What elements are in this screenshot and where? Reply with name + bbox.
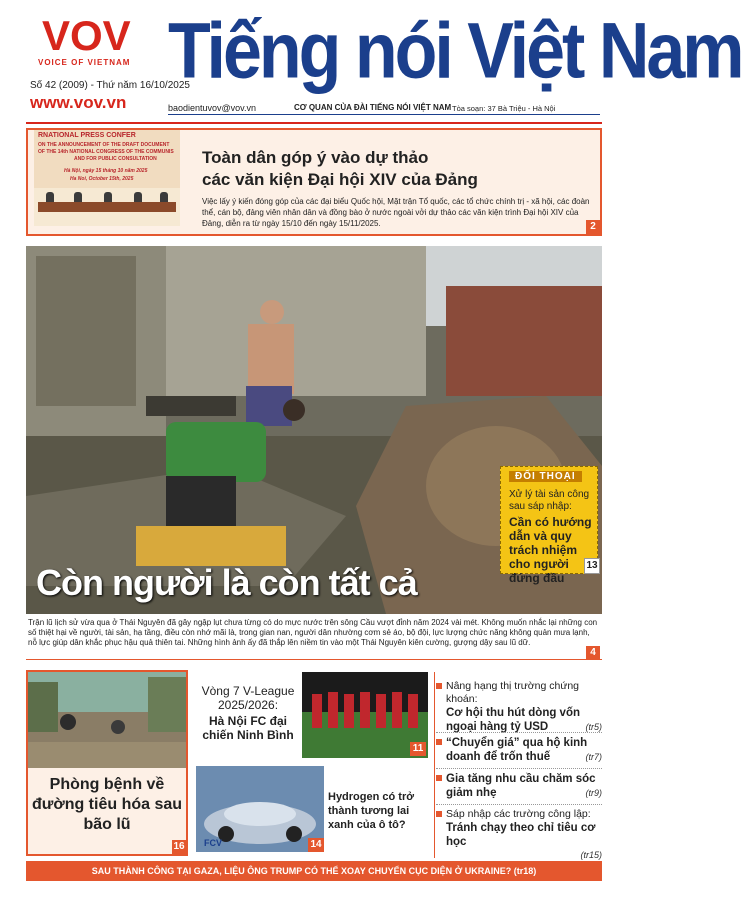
red-divider bbox=[26, 122, 602, 124]
hero-caption: Trận lũ lịch sử vừa qua ở Thái Nguyên đã gây ngập lụt chưa từng có do mực nước trên sông Cầu vượt đỉnh năm 2024 vài mét. Không muốn nhắc lại những con số thiệt hại về người, tài sản, hạ tầng, điều còn nhớ mãi là, trong gian nan, người dân nhường cơm sẻ áo, bộ đội, lực lượng chức năng không quản mưa lạnh, nỗ lực giúp dân khắc phục hậu quả thiên tai. Những hình ảnh ấy đã thắp lên niềm tin vào một Thái Nguyên kiên cường, gượng dậy sau lũ dữ. bbox=[28, 618, 598, 647]
tagline: CƠ QUAN CỦA ĐÀI TIẾNG NÓI VIỆT NAM bbox=[294, 103, 452, 112]
car-scene bbox=[196, 766, 324, 852]
bullet-icon bbox=[436, 775, 442, 781]
hydrogen-page-badge[interactable]: 14 bbox=[308, 838, 324, 852]
right-column-divider bbox=[434, 672, 435, 858]
list-item-title: Gia tăng nhu cầu chăm sóc giảm nhẹ bbox=[446, 773, 596, 799]
banner-line: ON THE ANNOUNCEMENT OF THE DRAFT DOCUMENT bbox=[38, 142, 170, 148]
vov-logo[interactable] bbox=[36, 12, 148, 76]
hero-headline[interactable]: Còn người là còn tất cả bbox=[36, 562, 417, 603]
bullet-icon bbox=[436, 739, 442, 745]
banner-line: RNATIONAL PRESS CONFER bbox=[38, 132, 136, 139]
list-item-title: Tránh chạy theo chỉ tiêu cơ học bbox=[446, 822, 596, 848]
list-item-page: (tr9) bbox=[585, 788, 602, 798]
conference-desk bbox=[38, 202, 176, 212]
banner-line: Hà Nội, ngày 15 tháng 10 năm 2025 bbox=[64, 168, 148, 174]
list-item-kicker: Sáp nhập các trường công lập: bbox=[446, 808, 591, 820]
vleague-story[interactable] bbox=[196, 684, 300, 742]
banner-line: AND FOR PUBLIC CONSULTATION bbox=[74, 156, 157, 162]
list-item-title: Cơ hội thu hút dòng vốn ngoại hàng tỷ USD bbox=[446, 707, 581, 733]
vov-logo-mark bbox=[36, 12, 148, 58]
banner-line: Ha Noi, October 15th, 2025 bbox=[70, 176, 134, 182]
flooded-street-photo[interactable] bbox=[28, 672, 186, 768]
list-separator bbox=[436, 804, 602, 805]
vov-logo-sub: VOICE OF VIETNAM bbox=[38, 58, 131, 67]
street-scene bbox=[28, 672, 186, 768]
list-item-title: “Chuyển giá” qua hộ kinh doanh để trốn thuế bbox=[446, 737, 588, 763]
banner-line: OF THE 14th NATIONAL CONGRESS OF THE COMMUNIS bbox=[38, 149, 174, 155]
health-page-badge[interactable]: 16 bbox=[173, 841, 185, 852]
list-item[interactable] bbox=[436, 680, 602, 734]
page-badge[interactable]: 2 bbox=[586, 220, 600, 234]
dialogue-label: ĐỐI THOẠI bbox=[509, 471, 582, 482]
hero-page-badge[interactable]: 4 bbox=[586, 646, 600, 660]
top-story-headline[interactable] bbox=[202, 147, 478, 191]
footer-headline-bar[interactable]: SAU THÀNH CÔNG TẠI GAZA, LIỆU ÔNG TRUMP CÓ THỂ XOAY CHUYỂN CỤC DIỆN Ở UKRAINE? (tr18) bbox=[26, 861, 602, 881]
dialogue-page-badge[interactable]: 13 bbox=[584, 558, 600, 574]
list-item-page: (tr15) bbox=[580, 850, 602, 860]
vleague-page-badge[interactable]: 11 bbox=[410, 742, 426, 756]
list-item-page: (tr5) bbox=[585, 722, 602, 732]
dialogue-intro: Xử lý tài sản công sau sáp nhập: bbox=[509, 489, 590, 512]
vov-letters: VOV bbox=[42, 12, 131, 59]
headline-line-2: các văn kiện Đại hội XIV của Đảng bbox=[202, 170, 478, 189]
list-separator bbox=[436, 732, 602, 733]
dialogue-headline: Cần có hướng dẫn và quy trách nhiệm cho người đứng đầu bbox=[509, 515, 592, 585]
vleague-line-1: Vòng 7 V-League 2025/2026: bbox=[201, 684, 295, 712]
office-address: Tòa soạn: 37 Bà Triệu - Hà Nội bbox=[452, 104, 556, 113]
bullet-icon bbox=[436, 683, 442, 689]
top-story-image[interactable] bbox=[34, 130, 180, 226]
issue-info: Số 42 (2009) - Thứ năm 16/10/2025 bbox=[30, 80, 190, 91]
list-item[interactable] bbox=[436, 772, 602, 800]
list-separator bbox=[436, 768, 602, 769]
top-story-summary: Việc lấy ý kiến đóng góp của các đại biểu Quốc hội, Mặt trận Tổ quốc, các tổ chức chính trị - xã hội, các đoàn thể, cán bộ, đảng viên nhân dân và đồng bào ở nước ngoài vởi dự thảo các văn kiện trình Đại hội XIV của Đảng, diễn ra từ ngày 15/10 đến ngày 15/11/2025. bbox=[202, 197, 590, 228]
health-story-headline[interactable]: Phòng bệnh về đường tiêu hóa sau bão lũ bbox=[31, 776, 183, 833]
website-link[interactable]: www.vov.vn bbox=[30, 93, 127, 112]
masthead-divider bbox=[168, 114, 600, 115]
list-item-page: (tr7) bbox=[585, 752, 602, 762]
caption-divider bbox=[26, 659, 602, 660]
fcv-text: FCV bbox=[204, 838, 222, 848]
list-item[interactable] bbox=[436, 808, 602, 861]
list-item-kicker: Nâng hạng thị trường chứng khoán: bbox=[446, 680, 580, 705]
vleague-line-2: Hà Nội FC đại chiến Ninh Bình bbox=[202, 714, 294, 742]
bullet-icon bbox=[436, 811, 442, 817]
newspaper-title: Tiếng nói Việt Nam bbox=[168, 7, 742, 95]
email-link[interactable]: baodientuvov@vov.vn bbox=[168, 103, 257, 113]
list-item[interactable] bbox=[436, 736, 602, 764]
hydrogen-headline[interactable]: Hydrogen có trở thành tương lai xanh của ô tô? bbox=[328, 791, 415, 831]
headline-line-1: Toàn dân góp ý vào dự thảo bbox=[202, 148, 429, 167]
hydrogen-car-photo[interactable] bbox=[196, 766, 324, 852]
